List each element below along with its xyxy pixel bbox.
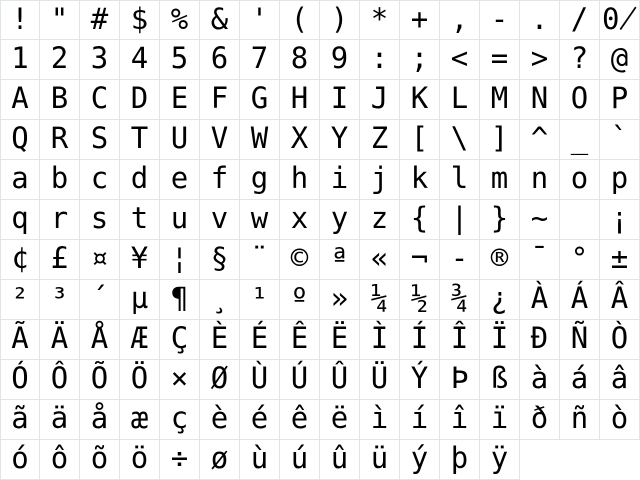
glyph-row [0,200,640,240]
glyph-row [0,40,640,80]
glyph-cell[interactable]: $ [120,0,160,40]
glyph-cell[interactable]: ' [240,0,280,40]
glyph-cell[interactable]: Ý [400,360,440,400]
glyph-cell[interactable]: å [80,400,120,440]
glyph-cell[interactable]: Ó [0,360,40,400]
glyph-cell[interactable]: m [480,160,520,200]
glyph-cell[interactable]: á [560,360,600,400]
glyph-cell[interactable]: í [400,400,440,440]
glyph-cell[interactable]: l [440,160,480,200]
glyph-cell[interactable] [560,200,600,240]
glyph-cell[interactable]: S [80,120,120,160]
glyph-cell[interactable]: U [160,120,200,160]
glyph-cell[interactable]: 0̸ [600,0,640,40]
glyph-cell[interactable]: h [280,160,320,200]
glyph-cell[interactable]: Q [0,120,40,160]
glyph-cell[interactable]: Ü [360,360,400,400]
glyph-cell[interactable]: õ [80,440,120,480]
glyph-cell[interactable]: § [200,240,240,280]
glyph-cell[interactable]: _ [560,120,600,160]
glyph-cell[interactable]: B [40,80,80,120]
glyph-cell[interactable]: % [160,0,200,40]
glyph-cell[interactable]: o [560,160,600,200]
glyph-cell[interactable]: y [320,200,360,240]
glyph-cell[interactable]: ì [360,400,400,440]
glyph-cell[interactable]: Ï [480,320,520,360]
glyph-cell[interactable]: ú [280,440,320,480]
glyph-cell[interactable]: Õ [80,360,120,400]
glyph-cell[interactable]: À [520,280,560,320]
glyph-cell[interactable]: 5 [160,40,200,80]
glyph-row [0,400,640,440]
glyph-cell[interactable]: 6 [200,40,240,80]
glyph-cell[interactable]: ã [0,400,40,440]
glyph-cell[interactable]: Å [80,320,120,360]
glyph-cell[interactable]: ô [40,440,80,480]
glyph-cell[interactable]: ÷ [160,440,200,480]
glyph-cell[interactable]: Î [440,320,480,360]
glyph-cell[interactable]: + [400,0,440,40]
glyph-cell[interactable]: k [400,160,440,200]
glyph-cell[interactable]: 9 [320,40,360,80]
glyph-cell[interactable]: Ð [520,320,560,360]
glyph-cell[interactable]: X [280,120,320,160]
glyph-cell[interactable]: µ [120,280,160,320]
glyph-cell[interactable]: - [480,0,520,40]
glyph-cell[interactable]: N [520,80,560,120]
glyph-cell[interactable]: ¬ [400,240,440,280]
glyph-cell[interactable]: \ [440,120,480,160]
glyph-cell[interactable]: ] [480,120,520,160]
glyph-cell[interactable]: j [360,160,400,200]
glyph-cell[interactable]: v [200,200,240,240]
glyph-cell[interactable]: a [0,160,40,200]
glyph-cell[interactable]: 3 [80,40,120,80]
glyph-cell[interactable]: H [280,80,320,120]
glyph-cell[interactable]: þ [440,440,480,480]
glyph-cell[interactable]: s [80,200,120,240]
glyph-cell[interactable]: ¥ [120,240,160,280]
glyph-cell[interactable]: ^ [520,120,560,160]
glyph-cell[interactable]: ! [0,0,40,40]
glyph-cell[interactable]: = [480,40,520,80]
glyph-cell[interactable]: 1 [0,40,40,80]
glyph-cell[interactable]: E [160,80,200,120]
glyph-cell[interactable]: J [360,80,400,120]
glyph-cell[interactable]: Ä [40,320,80,360]
glyph-row [0,80,640,120]
glyph-cell[interactable]: ; [400,40,440,80]
glyph-cell[interactable]: ß [480,360,520,400]
glyph-cell[interactable]: O [560,80,600,120]
glyph-cell[interactable]: £ [40,240,80,280]
glyph-cell[interactable]: P [600,80,640,120]
glyph-cell[interactable]: M [480,80,520,120]
glyph-cell[interactable]: z [360,200,400,240]
glyph-cell[interactable]: ò [600,400,640,440]
glyph-cell[interactable]: ¢ [0,240,40,280]
glyph-cell[interactable]: ² [0,280,40,320]
glyph-cell[interactable]: » [320,280,360,320]
glyph-cell[interactable]: É [240,320,280,360]
glyph-cell[interactable]: ° [560,240,600,280]
glyph-cell[interactable]: G [240,80,280,120]
glyph-cell[interactable]: d [120,160,160,200]
glyph-cell[interactable]: ê [280,400,320,440]
glyph-cell[interactable]: # [80,0,120,40]
glyph-cell[interactable]: È [200,320,240,360]
glyph-cell[interactable]: q [0,200,40,240]
glyph-cell[interactable]: © [280,240,320,280]
glyph-cell[interactable]: w [240,200,280,240]
glyph-cell[interactable]: ) [320,0,360,40]
glyph-cell[interactable]: R [40,120,80,160]
glyph-cell[interactable]: " [40,0,80,40]
glyph-cell[interactable]: 7 [240,40,280,80]
glyph-cell[interactable]: ü [360,440,400,480]
glyph-cell[interactable]: ï [480,400,520,440]
glyph-cell[interactable]: ? [560,40,600,80]
glyph-cell[interactable]: 4 [120,40,160,80]
glyph-cell[interactable]: Ù [240,360,280,400]
glyph-cell[interactable]: - [440,240,480,280]
glyph-cell[interactable]: ± [600,240,640,280]
glyph-cell[interactable]: × [160,360,200,400]
glyph-cell[interactable]: C [80,80,120,120]
glyph-row [0,280,640,320]
glyph-cell[interactable]: } [480,200,520,240]
glyph-cell[interactable]: ù [240,440,280,480]
glyph-cell[interactable]: è [200,400,240,440]
glyph-cell[interactable]: Ú [280,360,320,400]
glyph-cell[interactable]: , [440,0,480,40]
glyph-cell[interactable]: : [360,40,400,80]
glyph-cell[interactable]: ý [400,440,440,480]
glyph-cell[interactable]: c [80,160,120,200]
glyph-cell[interactable]: 2 [40,40,80,80]
glyph-row [0,120,640,160]
glyph-cell[interactable]: ñ [560,400,600,440]
glyph-cell[interactable]: ~ [520,200,560,240]
glyph-cell[interactable]: Ê [280,320,320,360]
glyph-cell[interactable]: i [320,160,360,200]
glyph-cell[interactable]: | [440,200,480,240]
glyph-cell[interactable]: ÿ [480,440,520,480]
glyph-cell[interactable]: ¾ [440,280,480,320]
glyph-cell[interactable]: â [600,360,640,400]
glyph-cell[interactable]: ( [280,0,320,40]
glyph-cell[interactable]: / [560,0,600,40]
glyph-cell[interactable]: Z [360,120,400,160]
glyph-cell[interactable]: ð [520,400,560,440]
glyph-cell[interactable]: ¯ [520,240,560,280]
glyph-cell[interactable]: . [520,0,560,40]
glyph-cell[interactable]: @ [600,40,640,80]
glyph-cell[interactable]: ¹ [240,280,280,320]
glyph-cell[interactable]: ¨ [240,240,280,280]
glyph-cell[interactable]: Æ [120,320,160,360]
glyph-cell[interactable]: ½ [400,280,440,320]
glyph-cell[interactable]: x [280,200,320,240]
glyph-cell[interactable]: [ [400,120,440,160]
glyph-cell[interactable]: Á [560,280,600,320]
glyph-cell[interactable]: ø [200,440,240,480]
glyph-cell[interactable]: Ò [600,320,640,360]
glyph-cell[interactable]: Ø [200,360,240,400]
glyph-cell[interactable]: é [240,400,280,440]
glyph-cell[interactable]: ¡ [600,200,640,240]
glyph-cell[interactable]: ä [40,400,80,440]
glyph-cell[interactable]: Ç [160,320,200,360]
glyph-cell[interactable]: º [280,280,320,320]
glyph-cell[interactable]: ´ [80,280,120,320]
glyph-cell[interactable]: Ô [40,360,80,400]
glyph-cell[interactable]: F [200,80,240,120]
glyph-cell[interactable]: W [240,120,280,160]
glyph-cell[interactable]: Â [600,280,640,320]
glyph-cell[interactable]: t [120,200,160,240]
glyph-cell[interactable]: ¸ [200,280,240,320]
glyph-cell[interactable]: ö [120,440,160,480]
glyph-cell[interactable]: ® [480,240,520,280]
glyph-cell[interactable]: T [120,120,160,160]
glyph-cell[interactable]: p [600,160,640,200]
glyph-cell[interactable]: e [160,160,200,200]
glyph-cell[interactable]: ë [320,400,360,440]
glyph-cell[interactable]: < [440,40,480,80]
glyph-cell[interactable]: î [440,400,480,440]
glyph-cell[interactable]: I [320,80,360,120]
glyph-cell[interactable]: ó [0,440,40,480]
glyph-cell[interactable]: Í [400,320,440,360]
glyph-cell[interactable]: æ [120,400,160,440]
glyph-row [0,0,640,40]
glyph-cell[interactable]: ª [320,240,360,280]
glyph-cell[interactable]: « [360,240,400,280]
glyph-cell[interactable]: u [160,200,200,240]
glyph-cell[interactable]: ¼ [360,280,400,320]
glyph-cell[interactable]: ç [160,400,200,440]
glyph-cell[interactable]: ¦ [160,240,200,280]
glyph-cell[interactable]: & [200,0,240,40]
glyph-cell[interactable]: > [520,40,560,80]
glyph-cell[interactable]: ` [600,120,640,160]
glyph-cell[interactable]: L [440,80,480,120]
glyph-cell[interactable]: Ö [120,360,160,400]
glyph-cell[interactable]: ³ [40,280,80,320]
glyph-cell[interactable]: Ñ [560,320,600,360]
glyph-cell[interactable]: Þ [440,360,480,400]
glyph-cell[interactable]: { [400,200,440,240]
glyph-cell[interactable]: 8 [280,40,320,80]
glyph-row [0,160,640,200]
glyph-cell[interactable]: û [320,440,360,480]
glyph-cell[interactable]: D [120,80,160,120]
glyph-cell[interactable]: V [200,120,240,160]
glyph-row [0,320,640,360]
glyph-cell[interactable]: b [40,160,80,200]
glyph-cell[interactable]: ¿ [480,280,520,320]
glyph-cell[interactable]: Ë [320,320,360,360]
glyph-row [0,360,640,400]
glyph-cell[interactable]: n [520,160,560,200]
glyph-cell[interactable]: Û [320,360,360,400]
glyph-cell[interactable]: à [520,360,560,400]
glyph-cell[interactable]: A [0,80,40,120]
glyph-cell[interactable]: * [360,0,400,40]
glyph-cell[interactable]: f [200,160,240,200]
glyph-cell[interactable]: ¶ [160,280,200,320]
glyph-cell[interactable]: K [400,80,440,120]
glyph-cell[interactable]: Ì [360,320,400,360]
glyph-cell[interactable]: r [40,200,80,240]
glyph-row [0,440,640,480]
glyph-cell[interactable]: ¤ [80,240,120,280]
glyph-cell[interactable]: Ã [0,320,40,360]
glyph-cell[interactable]: Y [320,120,360,160]
glyph-row [0,240,640,280]
glyph-cell[interactable]: g [240,160,280,200]
